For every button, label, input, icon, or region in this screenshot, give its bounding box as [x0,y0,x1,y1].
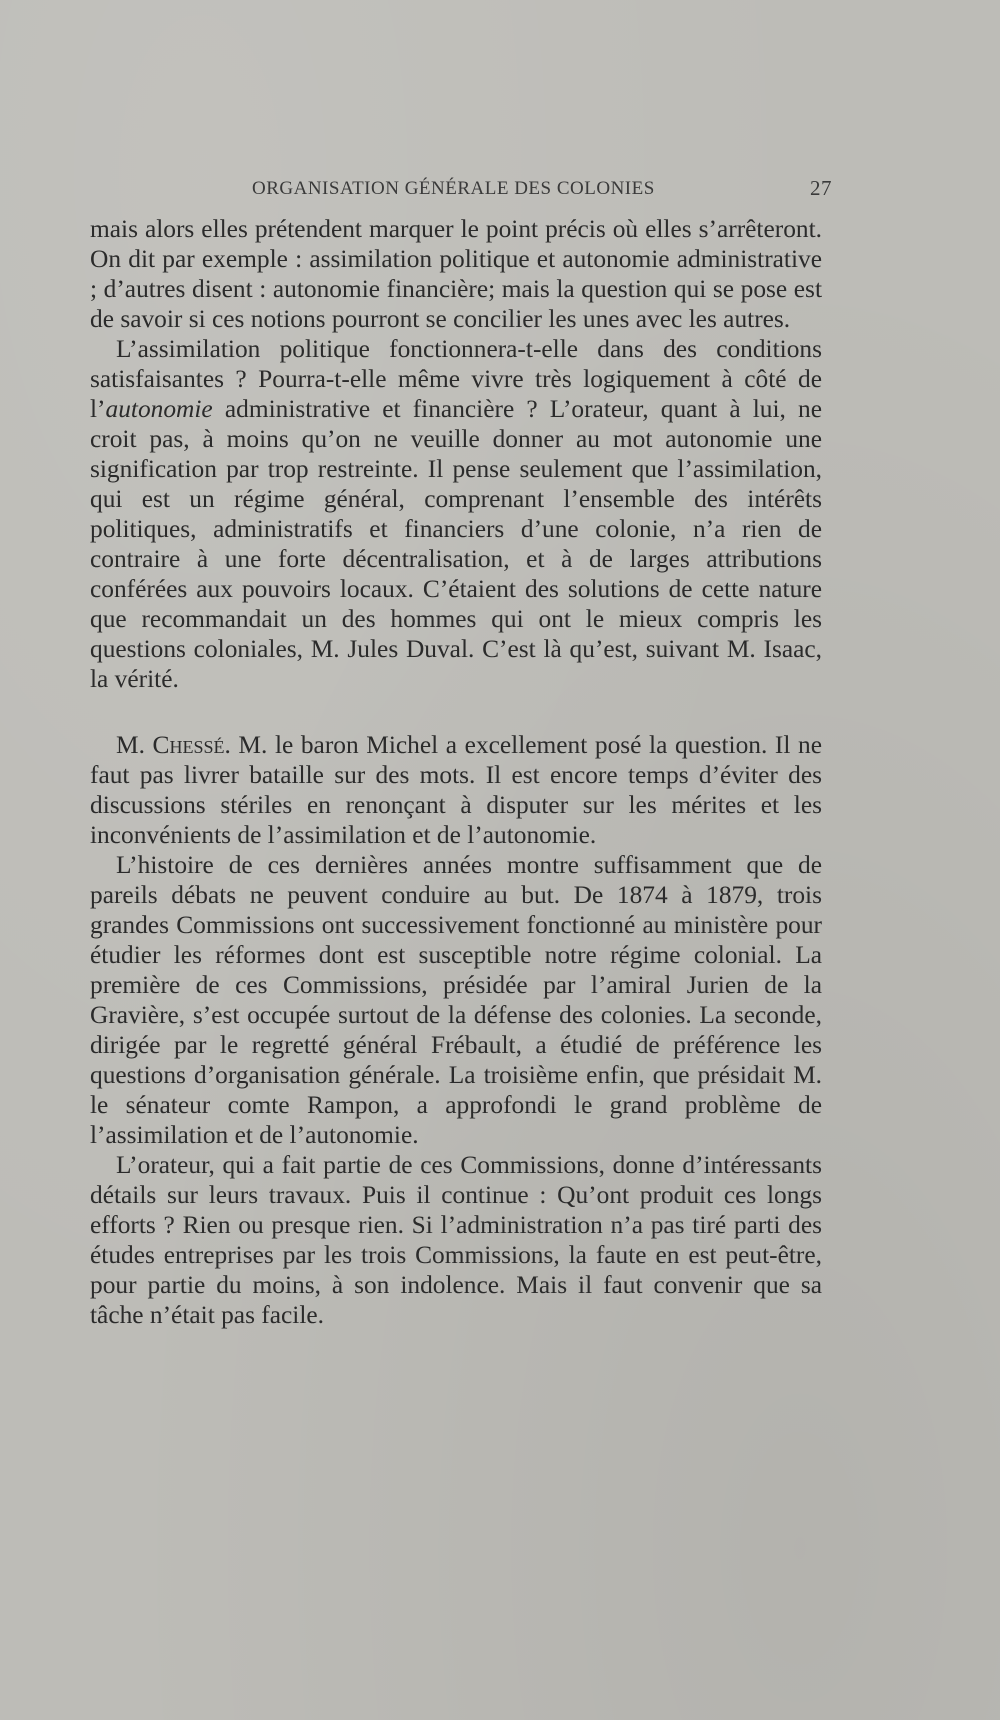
paragraph-text: M. le baron Michel a excellement posé la question. Il ne faut pas livrer bataille sur des mots. Il est encore temps d’éviter des discussions stériles en renonçant à disputer sur les mérites et les inconvénients de l’assimilation et de l’autonomie. [90,731,823,849]
speaker-name: M. Chessé. [116,731,231,759]
paragraph-text: mais alors elles prétendent marquer le point précis où elles s’arrêteront. On dit par exemple : assimilation politique et autonomie administrative ; d’autres disent : autonomie financière; mais la question qui se pose est de savoir si ces notions pourront se concilier les unes avec les autres. [90,215,822,333]
running-header-title: ORGANISATION GÉNÉRALE DES COLONIES [252,178,655,199]
paragraph-text: L’assimilation politique fonctionnera-t-elle dans des conditions satisfaisantes ? Pourra-t-elle même vivre très logiquement à côté de l’ [90,335,822,423]
paragraph-text: administrative et financière ? L’orateur, quant à lui, ne croit pas, à moins qu’on ne veuille donner au mot autonomie une signification par trop restreinte. Il pense seulement que l’assimilation, qui est un régime général, comprenant l’ensemble des intérêts politiques, administratifs et financiers d’une colonie, n’a rien de contraire à une forte décentralisation, et à de larges attributions conférées aux pouvoirs locaux. C’étaient des solutions de cette nature que recommandait un des hommes qui ont le mieux compris les questions coloniales, M. Jules Duval. C’est là qu’est, suivant M. Isaac, la vérité. [90,395,822,693]
paragraph-assimilation [90,334,822,694]
paragraph-orateur [90,1150,822,1330]
emphasis-autonomie: autonomie [105,395,213,423]
paragraph-chesse [90,730,822,850]
paragraph-histoire [90,850,822,1150]
paragraph-text: L’histoire de ces dernières années montre suffisamment que de pareils débats ne peuvent conduire au but. De 1874 à 1879, trois grandes Commissions ont successivement fonctionné au ministère pour étudier les réformes dont est susceptible notre régime colonial. La première de ces Commissions, présidée par l’amiral Jurien de la Gravière, s’est occupée surtout de la défense des colonies. La seconde, dirigée par le regretté général Frébault, a étudié de préférence les questions d’organisation générale. La troisième enfin, que présidait M. le sénateur comte Rampon, a approfondi le grand problème de l’assimilation et de l’autonomie. [90,851,822,1149]
page-number: 27 [810,176,832,200]
paragraph-continuation [90,214,822,334]
running-header [252,178,832,200]
body-text [90,214,822,1330]
paragraph-text: L’orateur, qui a fait partie de ces Commissions, donne d’intéressants détails sur leurs travaux. Puis il continue : Qu’ont produit ces longs efforts ? Rien ou presque rien. Si l’administration n’a pas tiré parti des études entreprises par les trois Commissions, la faute en est peut-être, pour partie du moins, à son indolence. Mais il faut convenir que sa tâche n’était pas facile. [90,1151,822,1329]
